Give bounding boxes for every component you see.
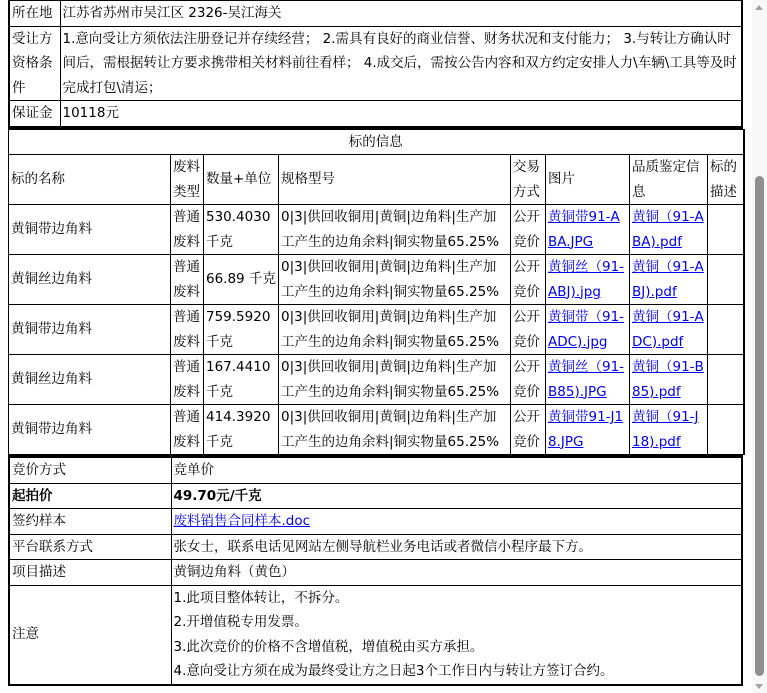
qualification-row — [9, 26, 742, 101]
item-trade: 公开竞价 — [511, 205, 546, 255]
table-row — [9, 355, 744, 405]
item-name: 黄铜带边角料 — [9, 205, 171, 255]
item-quantity: 759.5920 千克 — [204, 305, 279, 355]
item-image-cell — [546, 355, 630, 405]
scroll-up-arrow-icon[interactable] — [755, 5, 763, 10]
item-type: 普通废料 — [171, 305, 204, 355]
items-table — [8, 129, 745, 456]
bid-method-value: 竞单价 — [171, 457, 742, 484]
item-name: 黄铜丝边角料 — [9, 255, 171, 305]
contract-sample-label: 签约样本 — [9, 509, 171, 535]
item-image-cell — [546, 405, 630, 455]
item-spec: 0|3|供回收铜用|黄铜|边角料|生产加工产生的边角余料|铜实物量65.25% — [279, 355, 511, 405]
item-desc — [708, 355, 744, 405]
item-quantity: 414.3920 千克 — [204, 405, 279, 455]
deposit-row — [9, 101, 742, 128]
item-image-link[interactable]: 黄铜丝（91-B85).JPG — [548, 359, 625, 400]
deposit-value: 10118元 — [60, 101, 742, 128]
location-value: 江苏省苏州市吴江区 2326-吴江海关 — [60, 1, 742, 27]
note-item: 3.此次竞价的价格不含增值税，增值税由买方承担。 — [173, 638, 484, 655]
item-type: 普通废料 — [171, 405, 204, 455]
auction-details-table — [8, 455, 743, 686]
auction-detail-page — [8, 0, 743, 686]
item-name: 黄铜带边角料 — [9, 305, 171, 355]
contact-row — [9, 534, 742, 560]
bid-method-label: 竞价方式 — [9, 457, 171, 484]
location-label: 所在地 — [9, 1, 60, 27]
item-quality-cell — [630, 405, 708, 455]
contact-value: 张女士，联系电话见网站左侧导航栏业务电话或者微信小程序最下方。 — [171, 534, 742, 560]
item-image-link[interactable]: 黄铜丝（91-ABJ).jpg — [548, 259, 625, 300]
item-image-cell — [546, 305, 630, 355]
note-item: 2.开增值税专用发票。 — [173, 614, 308, 630]
table-row — [9, 255, 744, 305]
bid-method-row — [9, 457, 742, 484]
item-quantity: 66.89 千克 — [204, 255, 279, 305]
item-spec: 0|3|供回收铜用|黄铜|边角料|生产加工产生的边角余料|铜实物量65.25% — [279, 205, 511, 255]
item-image-link[interactable]: 黄铜带91-ABA.JPG — [548, 209, 620, 250]
item-spec: 0|3|供回收铜用|黄铜|边角料|生产加工产生的边角余料|铜实物量65.25% — [279, 305, 511, 355]
qualification-value: 1.意向受让方须依法注册登记并存续经营； 2.需具有良好的商业信誉、财务状况和支付能力； 3.与转让方确认时间后，需根据转让方要求携带相关材料前往看样； 4.成交后，需按公告内容和双方约定安排人力\车辆\工具等及时完成打包\清运； — [60, 26, 742, 101]
item-image-cell — [546, 255, 630, 305]
col-header-quantity: 数量+单位 — [204, 155, 279, 205]
item-spec: 0|3|供回收铜用|黄铜|边角料|生产加工产生的边角余料|铜实物量65.25% — [279, 405, 511, 455]
project-desc-label: 项目描述 — [9, 560, 171, 586]
item-desc — [708, 405, 744, 455]
notes-value — [171, 585, 742, 685]
scroll-down-arrow-icon[interactable] — [755, 684, 763, 689]
item-quality-link[interactable]: 黄铜（91-ABJ).pdf — [632, 259, 704, 300]
notes-row — [9, 585, 742, 685]
col-header-spec: 规格型号 — [279, 155, 511, 205]
item-quantity: 530.4030 千克 — [204, 205, 279, 255]
start-price-value: 49.70元/千克 — [171, 483, 742, 509]
item-quantity: 167.4410 千克 — [204, 355, 279, 405]
item-quality-cell — [630, 305, 708, 355]
items-section-title: 标的信息 — [9, 129, 744, 155]
item-quality-cell — [630, 205, 708, 255]
item-quality-cell — [630, 255, 708, 305]
table-row — [9, 405, 744, 455]
item-image-cell — [546, 205, 630, 255]
item-quality-link[interactable]: 黄铜（91-B85).pdf — [632, 359, 704, 400]
start-price-row — [9, 483, 742, 509]
col-header-type: 废料类型 — [171, 155, 204, 205]
col-header-trade: 交易方式 — [511, 155, 546, 205]
item-spec: 0|3|供回收铜用|黄铜|边角料|生产加工产生的边角余料|铜实物量65.25% — [279, 255, 511, 305]
col-header-desc: 标的描述 — [708, 155, 744, 205]
scrollbar-thumb[interactable] — [755, 176, 764, 676]
item-desc — [708, 205, 744, 255]
project-desc-value: 黄铜边角料（黄色） — [171, 560, 742, 586]
col-header-image: 图片 — [546, 155, 630, 205]
item-quality-link[interactable]: 黄铜（91-ADC).pdf — [632, 309, 704, 350]
vertical-scrollbar[interactable] — [752, 0, 767, 693]
deposit-label: 保证金 — [9, 101, 60, 128]
item-trade: 公开竞价 — [511, 305, 546, 355]
item-desc — [708, 305, 744, 355]
contract-sample-link[interactable]: 废料销售合同样本.doc — [173, 513, 311, 529]
item-image-link[interactable]: 黄铜带91-J18.JPG — [548, 409, 624, 450]
item-quality-cell — [630, 355, 708, 405]
note-item: 4.意向受让方须在成为最终受让方之日起3个工作日内与转让方签订合约。 — [173, 663, 614, 679]
col-header-quality: 品质鉴定信息 — [630, 155, 708, 205]
item-trade: 公开竞价 — [511, 255, 546, 305]
project-desc-row — [9, 560, 742, 586]
item-trade: 公开竞价 — [511, 355, 546, 405]
item-desc — [708, 255, 744, 305]
item-name: 黄铜丝边角料 — [9, 355, 171, 405]
contact-label: 平台联系方式 — [9, 534, 171, 560]
item-quality-link[interactable]: 黄铜（91-ABA).pdf — [632, 209, 704, 250]
location-row — [9, 1, 742, 27]
items-section-header — [9, 129, 744, 155]
item-type: 普通废料 — [171, 205, 204, 255]
start-price-label: 起拍价 — [9, 483, 171, 509]
table-row — [9, 205, 744, 255]
item-type: 普通废料 — [171, 255, 204, 305]
item-trade: 公开竞价 — [511, 405, 546, 455]
col-header-name: 标的名称 — [9, 155, 171, 205]
contract-sample-cell — [171, 509, 742, 535]
note-item: 1.此项目整体转让，不拆分。 — [173, 589, 349, 606]
qualification-label: 受让方资格条件 — [9, 26, 60, 101]
notes-label: 注意 — [9, 585, 171, 685]
item-type: 普通废料 — [171, 355, 204, 405]
item-image-link[interactable]: 黄铜带（91-ADC).jpg — [548, 309, 625, 350]
item-name: 黄铜带边角料 — [9, 405, 171, 455]
basic-info-table — [8, 0, 743, 129]
table-row — [9, 305, 744, 355]
item-quality-link[interactable]: 黄铜（91-J18).pdf — [632, 409, 699, 450]
contract-sample-row — [9, 509, 742, 535]
items-header-row — [9, 155, 744, 205]
